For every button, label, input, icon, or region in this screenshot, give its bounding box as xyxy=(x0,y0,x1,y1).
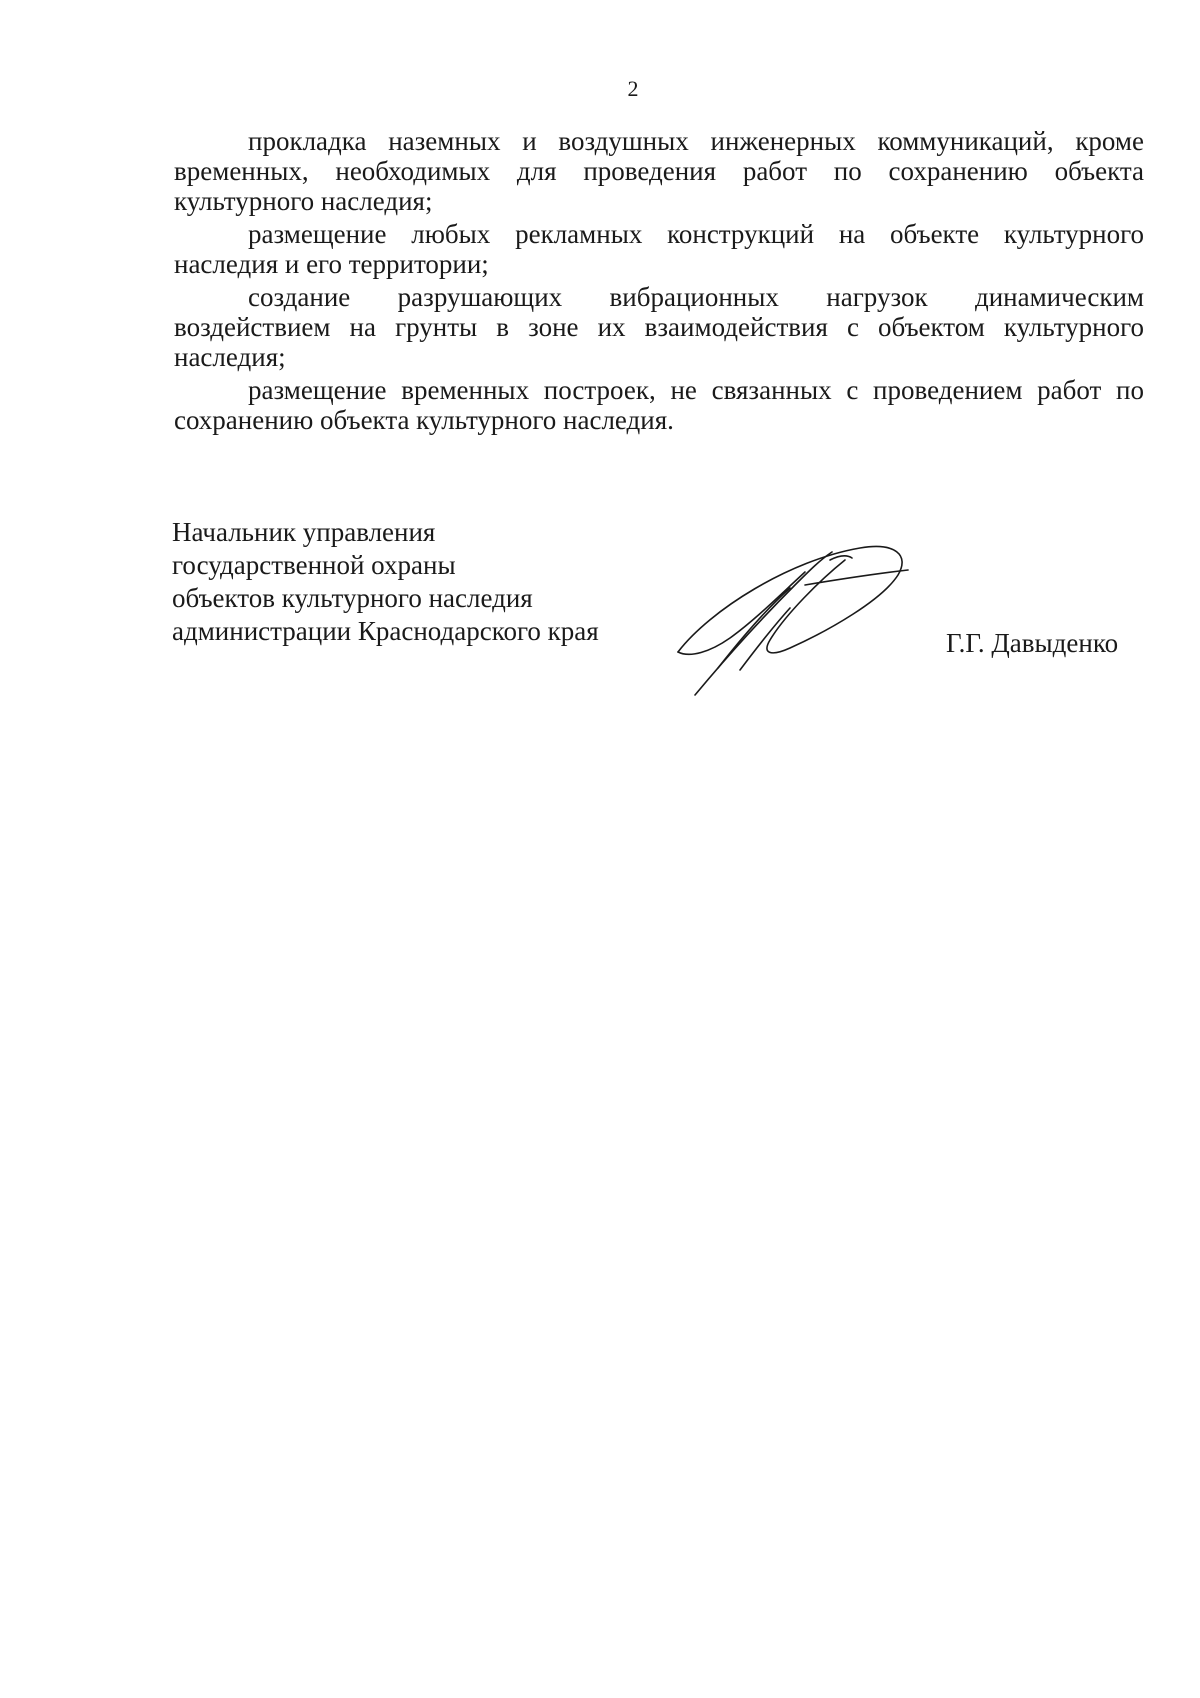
paragraph-vibration-loads: создание разрушающих вибрационных нагрузок динамическим воздействием на грунты в зоне их взаимодействия с объектом культурного наследия; xyxy=(174,282,1144,372)
position-line: администрации Краснодарского края xyxy=(172,616,599,646)
page-number: 2 xyxy=(627,76,639,101)
position-line: государственной охраны xyxy=(172,550,456,580)
paragraph-engineering-communications: прокладка наземных и воздушных инженерных коммуникаций, кроме временных, необходимых для проведения работ по сохранению объекта культурного наследия; xyxy=(174,126,1144,216)
position-line: Начальник управления xyxy=(172,517,436,547)
document-body xyxy=(174,126,1144,438)
paragraph-advertising-structures: размещение любых рекламных конструкций на объекте культурного наследия и его территории; xyxy=(174,219,1144,279)
signatory-position xyxy=(172,516,599,648)
position-line: объектов культурного наследия xyxy=(172,583,533,613)
paragraph-temporary-buildings: размещение временных построек, не связанных с проведением работ по сохранению объекта культурного наследия. xyxy=(174,375,1144,435)
signatory-name: Г.Г. Давыденко xyxy=(946,628,1119,658)
handwritten-signature xyxy=(670,540,930,700)
